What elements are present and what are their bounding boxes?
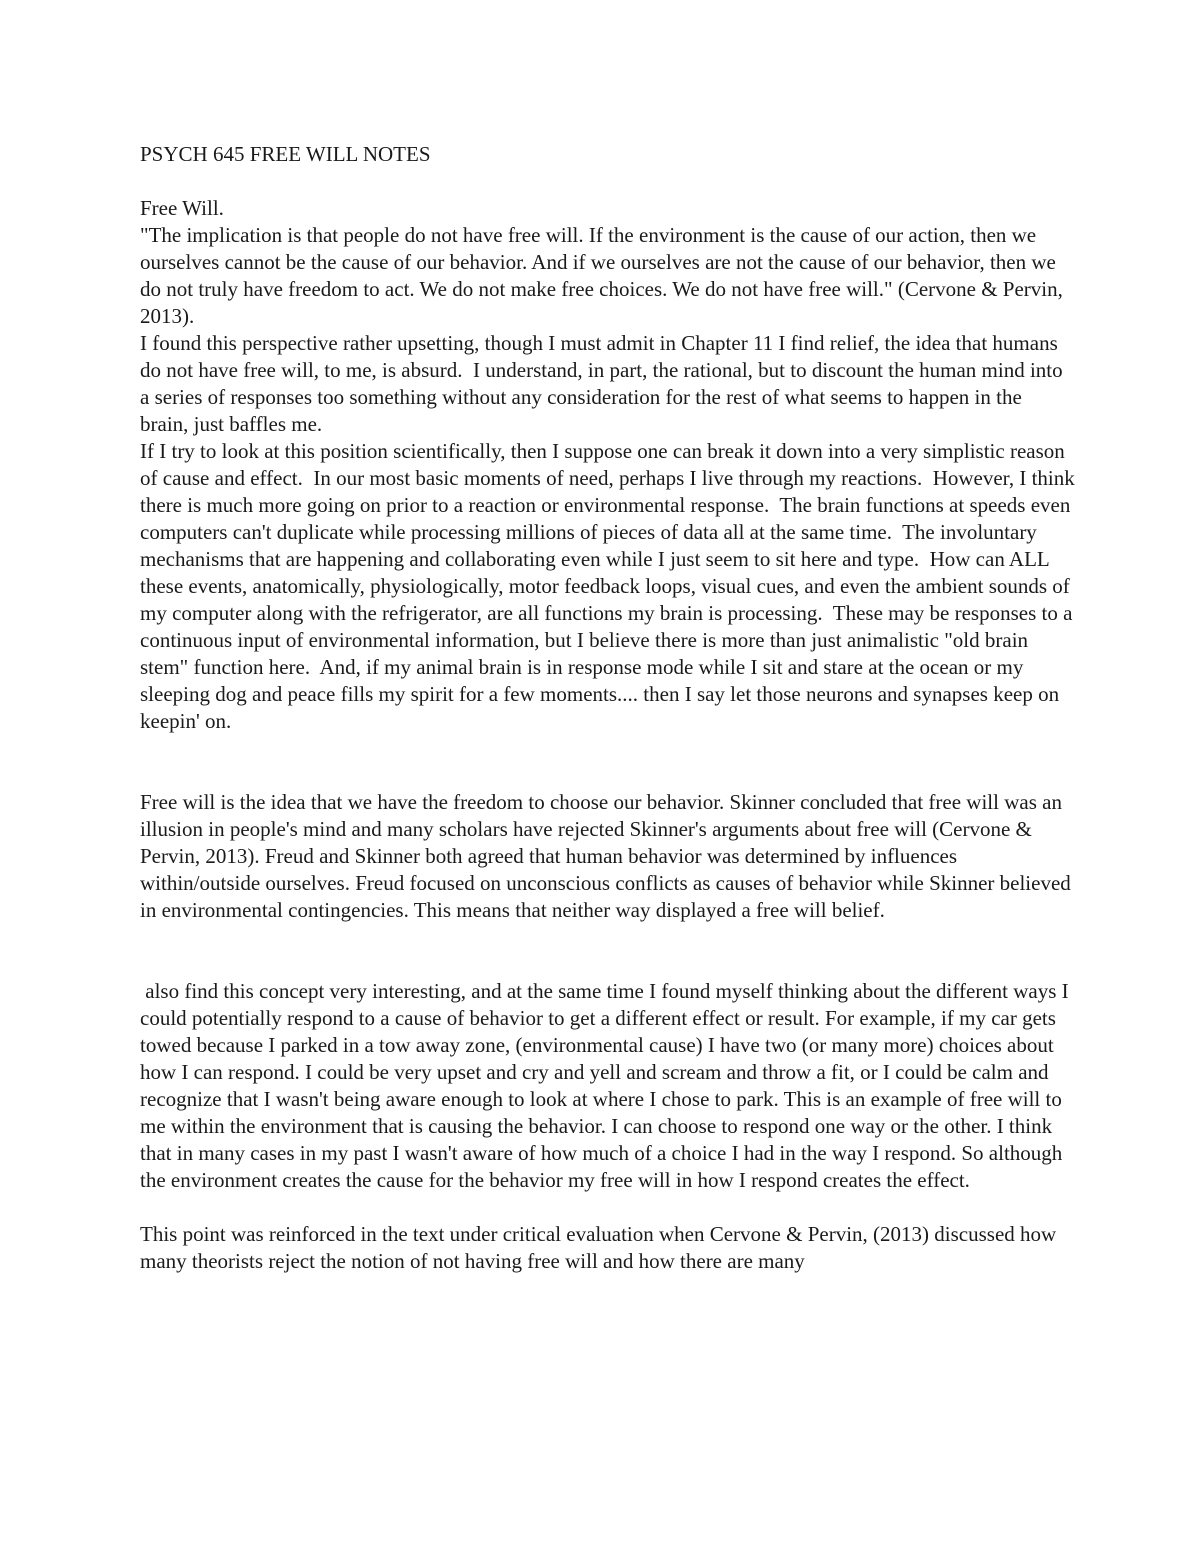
body-paragraph: This point was reinforced in the text under critical evaluation when Cervone & Pervin, (2013) discussed how many theorists reject the notion of not having free will and how there are many bbox=[140, 1222, 1062, 1273]
paragraph-spacer bbox=[140, 735, 1075, 789]
paragraph-spacer bbox=[140, 1194, 1075, 1221]
document-body bbox=[140, 141, 1080, 1275]
quote-paragraph: "The implication is that people do not have free will. If the environment is the cause of our action, then we ourselves cannot be the cause of our behavior. And if we ourselves are not the cause of our behavior, then we do not truly have freedom to act. We do not make free choices. We do not have free will." (Cervone & Pervin, 2013). bbox=[140, 223, 1069, 328]
paragraph-spacer bbox=[140, 924, 1075, 978]
page-title: PSYCH 645 FREE WILL NOTES bbox=[140, 142, 431, 166]
section-heading: Free Will. bbox=[140, 196, 224, 220]
body-paragraph: I found this perspective rather upsetting, though I must admit in Chapter 11 I find relief, the idea that humans do not have free will, to me, is absurd. I understand, in part, the rational, but to discount the human mind into a series of responses too something without any consideration for the rest of what seems to happen in the brain, just baffles me. bbox=[140, 331, 1068, 436]
body-paragraph: also find this concept very interesting, and at the same time I found myself thinking about the different ways I could potentially respond to a cause of behavior to get a different effect or result. For example, if my car gets towed because I parked in a tow away zone, (environmental cause) I have two (or many more) choices about how I can respond. I could be very upset and cry and yell and scream and throw a fit, or I could be calm and recognize that I wasn't being aware enough to look at where I chose to park. This is an example of free will to me within the environment that is causing the behavior. I can choose to respond one way or the other. I think that in many cases in my past I wasn't aware of how much of a choice I had in the way I respond. So although the environment creates the cause for the behavior my free will in how I respond creates the effect. bbox=[140, 979, 1074, 1192]
body-paragraph: Free will is the idea that we have the freedom to choose our behavior. Skinner concluded that free will was an illusion in people's mind and many scholars have rejected Skinner's arguments about free will (Cervone & Pervin, 2013). Freud and Skinner both agreed that human behavior was determined by influences within/outside ourselves. Freud focused on unconscious conflicts as causes of behavior while Skinner believed in environmental contingencies. This means that neither way displayed a free will belief. bbox=[140, 790, 1077, 922]
body-paragraph: If I try to look at this position scientifically, then I suppose one can break it down into a very simplistic reason of cause and effect. In our most basic moments of need, perhaps I live through my reactions. However, I think there is much more going on prior to a reaction or environmental response. The brain functions at speeds even computers can't duplicate while processing millions of pieces of data all at the same time. The involuntary mechanisms that are happening and collaborating even while I just seem to sit here and type. How can ALL these events, anatomically, physiologically, motor feedback loops, visual cues, and even the ambient sounds of my computer along with the refrigerator, are all functions my brain is processing. These may be responses to a continuous input of environmental information, but I believe there is more than just animalistic "old brain stem" function here. And, if my animal brain is in response mode while I sit and stare at the ocean or my sleeping dog and peace fills my spirit for a few moments.... then I say let those neurons and synapses keep on keepin' on. bbox=[140, 439, 1080, 733]
